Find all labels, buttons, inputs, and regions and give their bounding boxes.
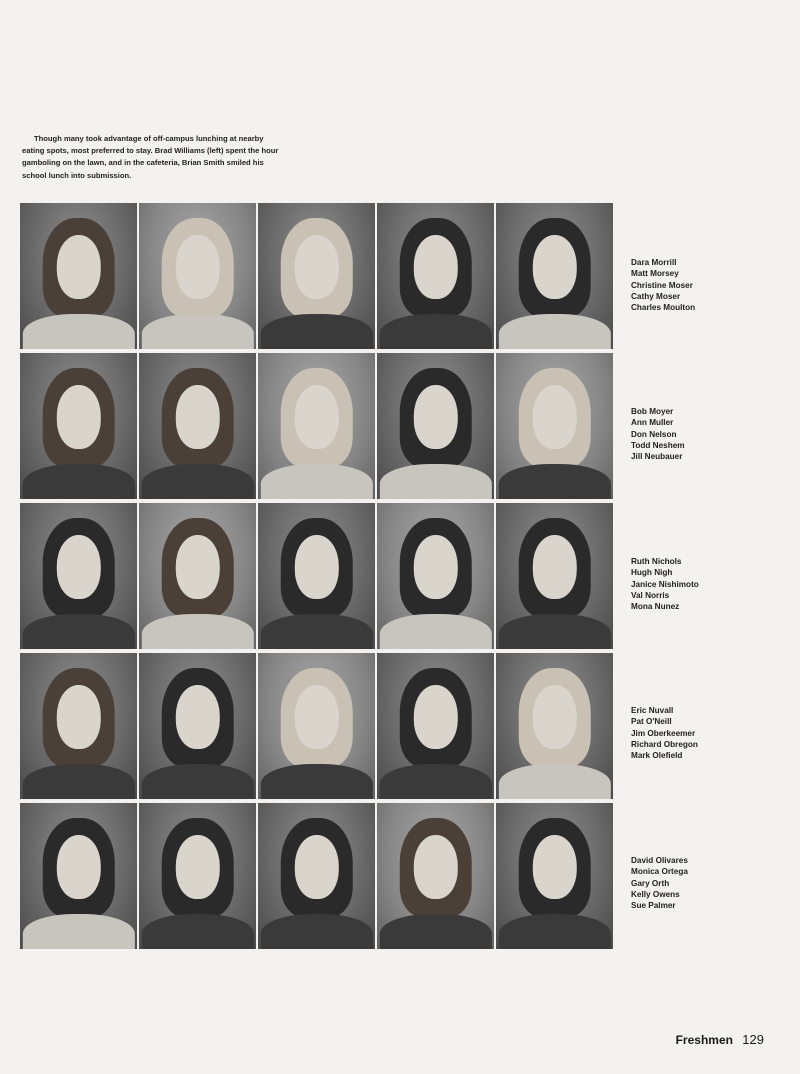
student-name: Matt Morsey <box>631 269 679 279</box>
portrait-photo <box>258 203 375 349</box>
portrait-photo <box>139 203 256 349</box>
portrait-photo <box>258 803 375 949</box>
portrait-photo <box>377 203 494 349</box>
portrait-photo <box>20 353 137 499</box>
portrait-photo <box>377 803 494 949</box>
portrait-photo <box>20 653 137 799</box>
student-name: Hugh Nigh <box>631 568 673 578</box>
page-number: 129 <box>742 1032 764 1047</box>
student-name: Cathy Moser <box>631 291 681 301</box>
name-list-row-4 <box>631 705 698 761</box>
student-name: Gary Orth <box>631 878 670 888</box>
student-name: Val Norris <box>631 590 670 600</box>
portrait-photo <box>377 653 494 799</box>
student-name: Janice Nishimoto <box>631 579 699 589</box>
student-name: Sue Palmer <box>631 901 676 911</box>
portrait-photo <box>496 203 613 349</box>
portrait-photo <box>377 503 494 649</box>
student-name: Monica Ortega <box>631 867 688 877</box>
portrait-photo <box>139 653 256 799</box>
name-list-row-5 <box>631 855 688 911</box>
student-name: Dara Morrill <box>631 258 677 267</box>
student-name: Bob Moyer <box>631 407 674 416</box>
portrait-photo <box>139 353 256 499</box>
name-list-row-1 <box>631 257 695 313</box>
student-name: Don Nelson <box>631 429 677 439</box>
page-footer <box>676 1032 764 1047</box>
student-name: Kelly Owens <box>631 889 680 899</box>
portrait-photo <box>20 503 137 649</box>
portrait-photo <box>20 803 137 949</box>
portrait-photo <box>139 503 256 649</box>
student-name: Jim Oberkeemer <box>631 728 696 738</box>
student-name: Charles Moulton <box>631 303 696 313</box>
portrait-photo <box>20 203 137 349</box>
student-name: David Olivares <box>631 856 688 865</box>
student-name: Mona Nunez <box>631 602 680 612</box>
student-name: Richard Obregon <box>631 739 698 749</box>
portrait-photo <box>496 653 613 799</box>
portrait-grid <box>20 203 613 949</box>
photo-caption: Though many took advantage of off-campus lunching at nearby eating spots, most preferred to stay. Brad Williams (left) spent the hour gamboling on the lawn, and in the cafeteria, Brian Smith smiled his school lunch into submission. <box>22 134 279 180</box>
portrait-photo <box>258 353 375 499</box>
portrait-photo <box>139 803 256 949</box>
student-name: Pat O'Neill <box>631 717 672 727</box>
portrait-photo <box>496 503 613 649</box>
student-name: Christine Moser <box>631 280 693 290</box>
student-name: Jill Neubauer <box>631 452 683 462</box>
student-name: Eric Nuvall <box>631 706 674 715</box>
section-title: Freshmen <box>675 1033 733 1047</box>
student-name: Ann Muller <box>631 418 674 428</box>
portrait-photo <box>496 353 613 499</box>
name-list-row-3 <box>631 556 699 612</box>
portrait-photo <box>258 503 375 649</box>
student-name: Mark Olefield <box>631 751 683 761</box>
student-name: Todd Neshem <box>631 440 685 450</box>
portrait-photo <box>496 803 613 949</box>
portrait-photo <box>377 353 494 499</box>
name-list-row-2 <box>631 406 685 462</box>
student-name: Ruth Nichols <box>631 557 682 566</box>
portrait-photo <box>258 653 375 799</box>
